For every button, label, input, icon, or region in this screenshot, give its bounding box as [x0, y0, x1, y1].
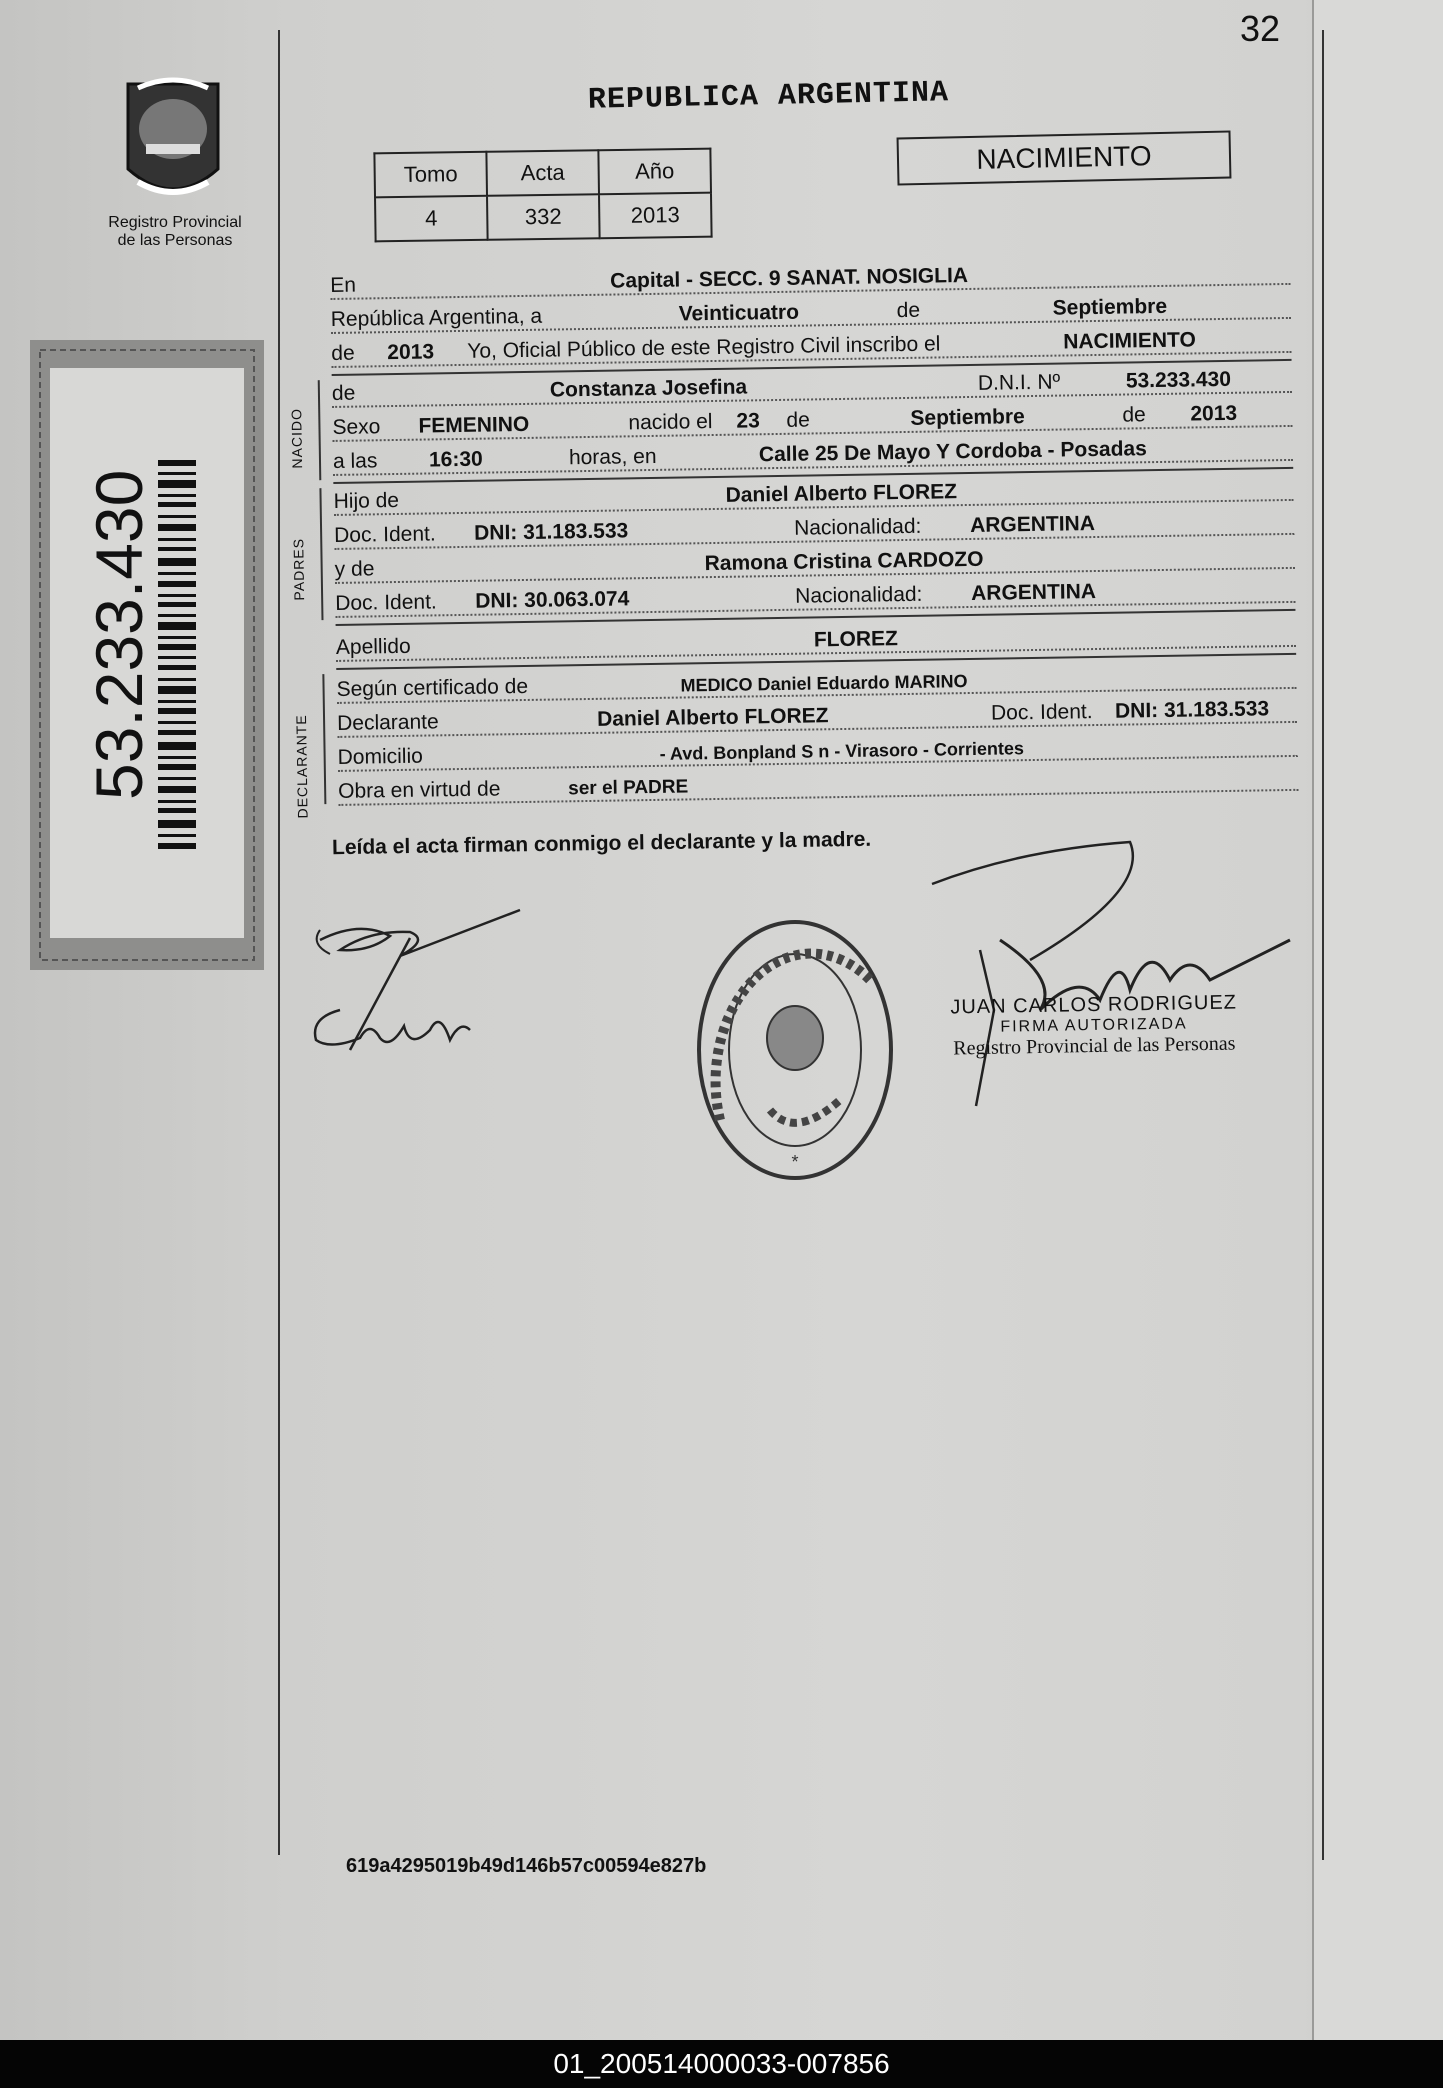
table-header-tomo: Tomo — [374, 152, 487, 198]
label-nac-father: Nacionalidad: — [793, 514, 922, 540]
value-day-words: Veinticuatro — [678, 300, 800, 326]
label-de-year: de — [331, 341, 355, 365]
page-number: 32 — [1240, 8, 1281, 49]
side-label-nacido: NACIDO — [288, 407, 306, 469]
record-table — [373, 148, 712, 243]
value-birth-place: Calle 25 De Mayo Y Cordoba - Posadas — [758, 437, 1147, 467]
value-sexo: FEMENINO — [418, 412, 530, 438]
label-sexo: Sexo — [332, 415, 381, 439]
scan-footer: 01_200514000033-007856 — [0, 2040, 1443, 2088]
registry-logo — [118, 74, 228, 214]
label-yo: Yo, Oficial Público de este Registro Civil inscribo el — [467, 332, 941, 363]
value-mother-nationality: ARGENTINA — [970, 580, 1097, 605]
table-value-tomo: 4 — [375, 196, 488, 242]
table-value-acta: 332 — [487, 194, 600, 240]
side-label-declarante: DECLARANTE — [292, 714, 311, 819]
value-place: Capital - SECC. 9 SANAT. NOSIGLIA — [610, 263, 969, 293]
authority-office: Registro Provincial de las Personas — [953, 1032, 1236, 1060]
label-de-name: de — [331, 381, 356, 405]
document-hash: 619a4295019b49d146b57c00594e827b — [346, 1855, 707, 1877]
label-republic: República Argentina, a — [330, 304, 543, 331]
label-de-birth-year: de — [1122, 403, 1146, 427]
value-act-type: NACIMIENTO — [1063, 328, 1197, 354]
value-surname: FLOREZ — [813, 627, 899, 652]
value-obra: ser el PADRE — [568, 776, 689, 800]
value-declarant-doc: DNI: 31.183.533 — [1114, 697, 1270, 723]
svg-text:*: * — [791, 1152, 799, 1172]
label-doc-mother: Doc. Ident. — [335, 590, 437, 615]
authority-signature — [920, 830, 1300, 1120]
label-declarante: Declarante — [336, 710, 439, 735]
label-yde: y de — [334, 557, 375, 581]
label-obra: Obra en virtud de — [338, 777, 501, 803]
left-margin-line — [278, 30, 280, 1855]
authority-title: FIRMA AUTORIZADA — [1000, 1015, 1188, 1036]
value-address: - Avd. Bonpland S n - Virasoro - Corrientes — [659, 738, 1025, 764]
document-type-box: NACIMIENTO — [897, 131, 1232, 186]
label-en: En — [330, 273, 357, 297]
label-hijo: Hijo de — [333, 488, 400, 513]
table-header-ano: Año — [598, 149, 711, 195]
left-signatures — [300, 900, 530, 1080]
table-value-ano: 2013 — [599, 193, 712, 239]
table-header-acta: Acta — [486, 150, 599, 196]
value-birth-day: 23 — [736, 409, 760, 433]
value-mother-doc: DNI: 30.063.074 — [475, 587, 630, 613]
registry-label: Registro Provincial de las Personas — [108, 214, 242, 249]
page-edge — [1312, 0, 1443, 2040]
value-declarant: Daniel Alberto FLOREZ — [596, 704, 829, 731]
label-nacido: nacido el — [628, 410, 713, 435]
value-certificate: MEDICO Daniel Eduardo MARINO — [680, 671, 968, 696]
label-de: de — [896, 298, 921, 323]
document-title: REPUBLICA ARGENTINA — [587, 76, 950, 118]
side-label-padres: PADRES — [290, 537, 308, 601]
label-declarant-doc: Doc. Ident. — [990, 700, 1093, 725]
value-father-nationality: ARGENTINA — [969, 512, 1096, 537]
birth-record-form — [288, 255, 1290, 819]
value-father-name: Daniel Alberto FLOREZ — [725, 480, 958, 507]
barcode-block — [30, 340, 264, 970]
value-name: Constanza Josefina — [549, 375, 748, 402]
value-birth-year: 2013 — [1190, 401, 1238, 426]
label-horas: horas, en — [568, 444, 657, 470]
barcode-number: 53.233.430 — [82, 469, 156, 800]
label-domicilio: Domicilio — [337, 744, 424, 769]
label-doc-father: Doc. Ident. — [333, 522, 436, 547]
official-seal — [690, 910, 900, 1190]
label-apellido: Apellido — [335, 634, 411, 659]
label-dni: D.N.I. Nº — [977, 370, 1061, 395]
value-mother-name: Ramona Cristina CARDOZO — [704, 547, 984, 576]
value-dni: 53.233.430 — [1125, 367, 1232, 393]
closing-statement: Leída el acta firman conmigo el declarante y la madre. — [331, 827, 872, 860]
value-month: Septiembre — [1052, 294, 1168, 320]
label-alas: a las — [332, 449, 378, 473]
label-cert: Según certificado de — [336, 674, 529, 701]
form-row-surname — [336, 617, 1296, 666]
label-de-birth: de — [786, 408, 810, 432]
value-year: 2013 — [387, 340, 435, 365]
authority-block — [943, 991, 1244, 1060]
value-father-doc: DNI: 31.183.533 — [473, 519, 629, 545]
label-nac-mother: Nacionalidad: — [795, 582, 923, 608]
value-birth-month: Septiembre — [910, 405, 1025, 430]
value-birth-time: 16:30 — [428, 447, 483, 472]
authority-name: JUAN CARLOS RODRIGUEZ — [950, 991, 1238, 1019]
right-margin-line — [1322, 30, 1324, 1860]
